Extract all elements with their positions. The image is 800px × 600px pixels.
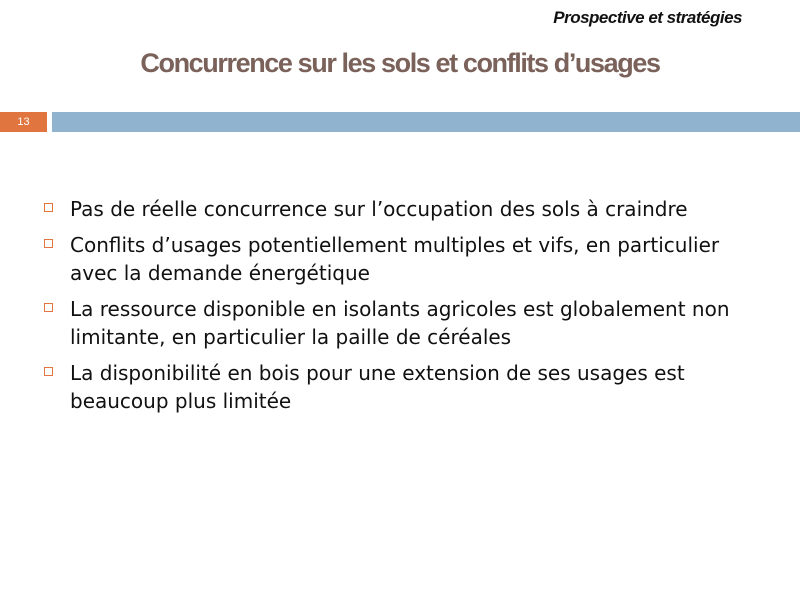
square-bullet-icon xyxy=(44,367,53,376)
bullet-list xyxy=(42,195,762,423)
header-tag: Prospective et stratégies xyxy=(553,8,742,27)
square-bullet-icon xyxy=(44,239,53,248)
title-rule xyxy=(52,112,800,132)
slide-title: Concurrence sur les sols et conflits d’usages xyxy=(140,48,660,78)
bullet-item xyxy=(42,195,762,223)
bullet-item xyxy=(42,359,762,415)
slide-number: 13 xyxy=(0,112,47,132)
square-bullet-icon xyxy=(44,303,53,312)
bullet-text: La disponibilité en bois pour une extension de ses usages est beaucoup plus limitée xyxy=(70,361,685,413)
bullet-text: Pas de réelle concurrence sur l’occupation des sols à craindre xyxy=(70,197,688,221)
bullet-item xyxy=(42,231,762,287)
square-bullet-icon xyxy=(44,203,53,212)
bullet-text: La ressource disponible en isolants agricoles est globalement non limitante, en particulier la paille de céréales xyxy=(70,297,730,349)
bullet-item xyxy=(42,295,762,351)
bullet-text: Conflits d’usages potentiellement multiples et vifs, en particulier avec la demande énergétique xyxy=(70,233,720,285)
